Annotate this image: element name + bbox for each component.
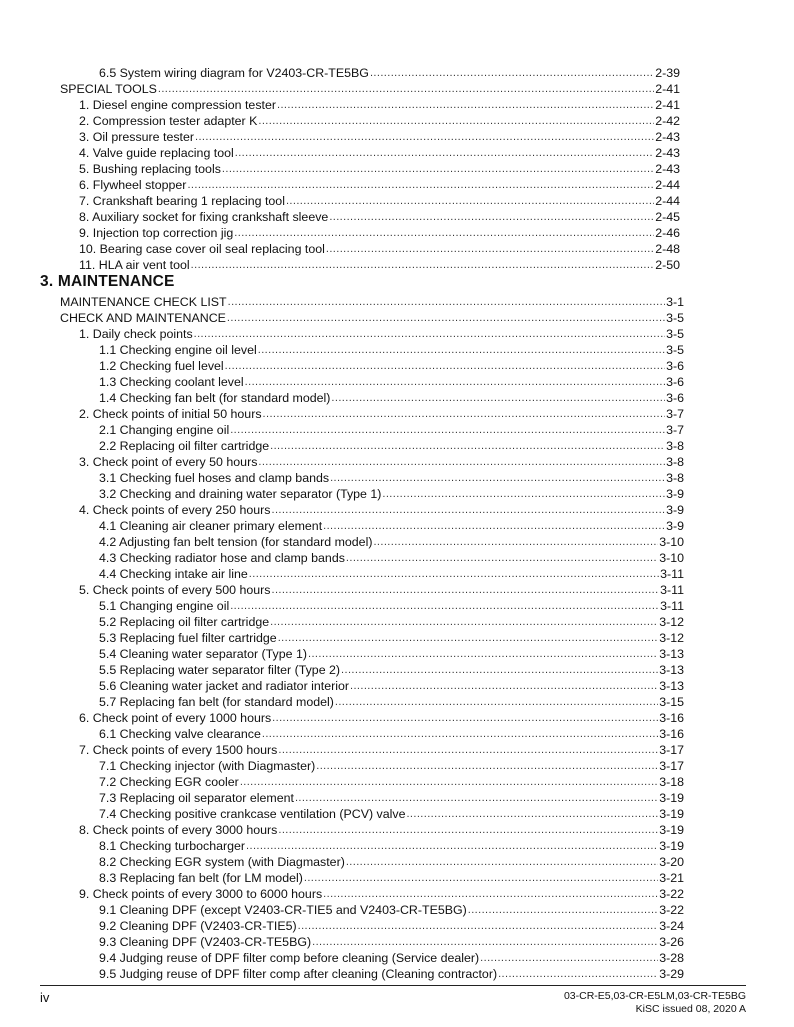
- toc-entry-page: 3-22: [659, 903, 684, 917]
- dot-leader: [330, 472, 665, 485]
- dot-leader: [480, 952, 658, 965]
- dot-leader: [194, 328, 665, 341]
- dot-leader: [227, 312, 665, 325]
- toc-entry-page: 2-39: [655, 66, 680, 80]
- toc-entry[interactable]: [99, 437, 684, 453]
- toc-entry-page: 3-6: [666, 375, 684, 389]
- toc-entry-label: CHECK AND MAINTENANCE: [60, 311, 226, 325]
- dot-leader: [230, 424, 665, 437]
- toc-entry-label: 5.3 Replacing fuel filter cartridge: [99, 631, 277, 645]
- toc-entry[interactable]: [99, 901, 684, 917]
- toc-entry-page: 3-9: [666, 503, 684, 517]
- toc-entry[interactable]: [99, 757, 684, 773]
- toc-entry-page: 3-21: [659, 871, 684, 885]
- toc-entry-page: 3-29: [659, 967, 684, 981]
- toc-entry-label: 5.2 Replacing oil filter cartridge: [99, 615, 270, 629]
- toc-entry-page: 3-1: [666, 295, 684, 309]
- dot-leader: [263, 408, 666, 421]
- toc-entry-label: 4. Valve guide replacing tool: [79, 146, 234, 160]
- toc-entry-page: 3-17: [659, 759, 684, 773]
- toc-entry[interactable]: [79, 581, 684, 597]
- toc-entry-label: 4.3 Checking radiator hose and clamp bands: [99, 551, 345, 565]
- toc-entry-page: 3-9: [666, 487, 684, 501]
- toc-entry-label: 7. Crankshaft bearing 1 replacing tool: [79, 194, 285, 208]
- toc-entry[interactable]: [99, 597, 684, 613]
- toc-entry-page: 3-19: [659, 823, 684, 837]
- toc-entry[interactable]: [79, 96, 680, 112]
- dot-leader: [187, 179, 654, 192]
- dot-leader: [406, 808, 658, 821]
- toc-entry-label: 2. Compression tester adapter K: [79, 114, 258, 128]
- toc-entry[interactable]: [79, 405, 684, 421]
- dot-leader: [304, 872, 658, 885]
- toc-entry[interactable]: [99, 693, 684, 709]
- toc-entry[interactable]: [99, 965, 684, 981]
- dot-leader: [468, 904, 658, 917]
- toc-entry[interactable]: [99, 389, 684, 405]
- dot-leader: [245, 376, 665, 389]
- dot-leader: [258, 344, 665, 357]
- dot-leader: [278, 744, 658, 757]
- toc-entry-page: 3-16: [659, 727, 684, 741]
- toc-entry-label: 7.4 Checking positive crankcase ventilation (PCV) valve: [99, 807, 406, 821]
- dot-leader: [498, 968, 658, 981]
- dot-leader: [308, 648, 658, 661]
- toc-entry-label: 9.5 Judging reuse of DPF filter comp after cleaning (Cleaning contractor): [99, 967, 498, 981]
- toc-entry-label: 1.2 Checking fuel level: [99, 359, 224, 373]
- dot-leader: [278, 632, 658, 645]
- toc-entry[interactable]: [99, 549, 684, 565]
- toc-entry-page: 3-8: [666, 471, 684, 485]
- toc-entry-label: 3. Oil pressure tester: [79, 130, 195, 144]
- dot-leader: [295, 792, 658, 805]
- dot-leader: [298, 920, 659, 933]
- toc-entry-page: 2-43: [655, 130, 680, 144]
- toc-entry-label: 7.2 Checking EGR cooler: [99, 775, 239, 789]
- toc-entry-label: 7.3 Replacing oil separator element: [99, 791, 294, 805]
- dot-leader: [158, 83, 654, 96]
- toc-entry[interactable]: [99, 629, 684, 645]
- dot-leader: [286, 195, 654, 208]
- toc-entry-label: 8. Auxiliary socket for fixing crankshaft sleeve: [79, 210, 329, 224]
- dot-leader: [258, 456, 665, 469]
- toc-entry-label: 1. Diesel engine compression tester: [79, 98, 276, 112]
- toc-entry-page: 3-12: [659, 615, 684, 629]
- toc-entry[interactable]: [79, 741, 684, 757]
- dot-leader: [316, 760, 658, 773]
- footer-doc-info: [564, 990, 746, 1016]
- dot-leader: [270, 616, 658, 629]
- dot-leader: [312, 936, 658, 949]
- toc-entry-page: 2-44: [655, 194, 680, 208]
- toc-entry-page: 3-17: [659, 743, 684, 757]
- dot-leader: [341, 664, 658, 677]
- toc-entry-page: 3-26: [659, 935, 684, 949]
- toc-entry-page: 3-6: [666, 359, 684, 373]
- toc-entry-page: 3-19: [659, 839, 684, 853]
- toc-entry[interactable]: [79, 325, 684, 341]
- toc-entry[interactable]: [99, 773, 684, 789]
- toc-entry-label: 8. Check points of every 3000 hours: [79, 823, 278, 837]
- toc-entry-page: 2-46: [655, 226, 680, 240]
- toc-entry[interactable]: [79, 224, 680, 240]
- toc-entry-page: 3-13: [659, 647, 684, 661]
- toc-entry-page: 3-8: [666, 455, 684, 469]
- toc-entry[interactable]: [99, 341, 684, 357]
- toc-entry-page: 3-15: [659, 695, 684, 709]
- toc-entry-label: 5.5 Replacing water separator filter (Type 2): [99, 663, 341, 677]
- toc-entry[interactable]: [79, 453, 684, 469]
- dot-leader: [195, 131, 654, 144]
- toc-entry-label: 1. Daily check points: [79, 327, 193, 341]
- dot-leader: [258, 115, 654, 128]
- dot-leader: [225, 360, 665, 373]
- dot-leader: [249, 568, 659, 581]
- toc-entry-label: 9. Injection top correction jig: [79, 226, 234, 240]
- toc-entry[interactable]: [79, 144, 680, 160]
- dot-leader: [191, 259, 655, 272]
- toc-entry-page: 2-43: [655, 146, 680, 160]
- dot-leader: [262, 728, 658, 741]
- toc-entry-page: 3-6: [666, 391, 684, 405]
- toc-entry-page: 3-7: [666, 407, 684, 421]
- dot-leader: [370, 67, 654, 80]
- page-number: iv: [40, 990, 50, 1005]
- toc-entry[interactable]: [99, 917, 684, 933]
- dot-leader: [240, 776, 658, 789]
- toc-entry-page: 3-8: [666, 439, 684, 453]
- toc-entry-label: 9.4 Judging reuse of DPF filter comp before cleaning (Service dealer): [99, 951, 480, 965]
- toc-entry[interactable]: [99, 805, 684, 821]
- toc-entry-page: 2-45: [655, 210, 680, 224]
- toc-entry[interactable]: [99, 64, 680, 80]
- dot-leader: [228, 296, 665, 309]
- toc-entry[interactable]: [79, 176, 680, 192]
- toc-entry[interactable]: [99, 661, 684, 677]
- toc-entry-page: 3-11: [660, 583, 684, 597]
- toc-entry-page: 3-16: [659, 711, 684, 725]
- toc-entry[interactable]: [60, 293, 684, 309]
- toc-entry-label: 5.7 Replacing fan belt (for standard model): [99, 695, 334, 709]
- toc-entry-label: 10. Bearing case cover oil seal replacing tool: [79, 242, 325, 256]
- toc-entry[interactable]: [99, 837, 684, 853]
- toc-entry[interactable]: [60, 80, 680, 96]
- toc-entry[interactable]: [99, 613, 684, 629]
- toc-entry-page: 3-9: [666, 519, 684, 533]
- toc-entry[interactable]: [99, 421, 684, 437]
- toc-entry-label: 6. Flywheel stopper: [79, 178, 187, 192]
- toc-entry-page: 3-5: [666, 311, 684, 325]
- toc-entry-label: 5. Check points of every 500 hours: [79, 583, 271, 597]
- toc-entry-label: 1.3 Checking coolant level: [99, 375, 244, 389]
- toc-entry[interactable]: [99, 869, 684, 885]
- toc-entry-label: 4. Check points of every 250 hours: [79, 503, 271, 517]
- toc-entry-label: 2. Check points of initial 50 hours: [79, 407, 262, 421]
- dot-leader: [235, 147, 654, 160]
- dot-leader: [346, 856, 658, 869]
- toc-entry-label: 8.1 Checking turbocharger: [99, 839, 246, 853]
- toc-entry-label: 11. HLA air vent tool: [79, 258, 190, 272]
- toc-entry-page: 3-11: [660, 599, 684, 613]
- toc-entry[interactable]: [99, 725, 684, 741]
- dot-leader: [234, 227, 654, 240]
- dot-leader: [230, 600, 659, 613]
- toc-entry-page: 2-41: [655, 82, 680, 96]
- toc-entry[interactable]: [79, 128, 680, 144]
- toc-entry[interactable]: [99, 565, 684, 581]
- toc-entry-label: 5.6 Cleaning water jacket and radiator interior: [99, 679, 350, 693]
- dot-leader: [272, 712, 658, 725]
- dot-leader: [326, 243, 654, 256]
- toc-entry-page: 3-10: [659, 551, 684, 565]
- toc-entry-page: 2-48: [655, 242, 680, 256]
- dot-leader: [331, 392, 665, 405]
- toc-entry-label: 4.4 Checking intake air line: [99, 567, 248, 581]
- toc-entry[interactable]: [79, 208, 680, 224]
- toc-entry[interactable]: [99, 485, 684, 501]
- toc-entry-label: 8.2 Checking EGR system (with Diagmaster): [99, 855, 345, 869]
- footer-doc-code: 03-CR-E5,03-CR-E5LM,03-CR-TE5BG: [563, 990, 746, 1002]
- toc-entry-label: 3. Check point of every 50 hours: [79, 455, 258, 469]
- toc-entry-page: 3-11: [660, 567, 684, 581]
- toc-entry-label: 4.2 Adjusting fan belt tension (for standard model): [99, 535, 373, 549]
- toc-entry-label: 5.1 Changing engine oil: [99, 599, 230, 613]
- toc-entry[interactable]: [79, 709, 684, 725]
- toc-entry[interactable]: [79, 256, 680, 272]
- toc-entry-page: 3-10: [659, 535, 684, 549]
- dot-leader: [278, 824, 658, 837]
- toc-entry-label: 8.3 Replacing fan belt (for LM model): [99, 871, 303, 885]
- toc-entry-page: 3-13: [659, 679, 684, 693]
- toc-entry-label: MAINTENANCE CHECK LIST: [60, 295, 227, 309]
- dot-leader: [346, 552, 658, 565]
- footer-issue: KiSC issued 08, 2020 A: [635, 1003, 746, 1015]
- toc-entry-label: 9. Check points of every 3000 to 6000 hours: [79, 887, 323, 901]
- toc-entry-label: 6.5 System wiring diagram for V2403-CR-TE5BG: [99, 66, 369, 80]
- toc-entry-label: 9.3 Cleaning DPF (V2403-CR-TE5BG): [99, 935, 312, 949]
- toc-entry-page: 3-5: [666, 327, 684, 341]
- toc-entry[interactable]: [99, 373, 684, 389]
- toc-entry-page: 2-43: [655, 162, 680, 176]
- toc-entry-label: 3.2 Checking and draining water separator (Type 1): [99, 487, 382, 501]
- toc-entry-label: 5. Bushing replacing tools: [79, 162, 221, 176]
- dot-leader: [222, 163, 654, 176]
- toc-entry[interactable]: [99, 533, 684, 549]
- toc-entry[interactable]: [99, 357, 684, 373]
- toc-entry[interactable]: [99, 677, 684, 693]
- toc-entry-label: 4.1 Cleaning air cleaner primary element: [99, 519, 323, 533]
- toc-entry-label: SPECIAL TOOLS: [60, 82, 157, 96]
- dot-leader: [323, 520, 665, 533]
- toc-entry[interactable]: [99, 469, 684, 485]
- toc-entry-page: 3-22: [659, 887, 684, 901]
- toc-entry[interactable]: [99, 933, 684, 949]
- toc-entry-page: 3-19: [659, 807, 684, 821]
- chapter-heading: 3. MAINTENANCE: [40, 273, 175, 290]
- dot-leader: [382, 488, 665, 501]
- dot-leader: [271, 584, 659, 597]
- toc-entry-page: 3-19: [659, 791, 684, 805]
- toc-entry[interactable]: [99, 789, 684, 805]
- toc-entry[interactable]: [99, 517, 684, 533]
- toc-entry-label: 7. Check points of every 1500 hours: [79, 743, 278, 757]
- toc-entry[interactable]: [99, 949, 684, 965]
- toc-entry[interactable]: [79, 885, 684, 901]
- toc-entry-label: 1.4 Checking fan belt (for standard model): [99, 391, 331, 405]
- toc-entry-page: 3-7: [666, 423, 684, 437]
- toc-entry[interactable]: [79, 160, 680, 176]
- toc-entry-page: 3-28: [659, 951, 684, 965]
- toc-entry[interactable]: [79, 821, 684, 837]
- toc-entry-label: 2.1 Changing engine oil: [99, 423, 230, 437]
- toc-entry-page: 3-13: [659, 663, 684, 677]
- dot-leader: [350, 680, 658, 693]
- toc-entry-label: 6. Check point of every 1000 hours: [79, 711, 272, 725]
- toc-entry-page: 2-50: [655, 258, 680, 272]
- toc-entry-label: 9.2 Cleaning DPF (V2403-CR-TIE5): [99, 919, 297, 933]
- toc-entry[interactable]: [60, 309, 684, 325]
- toc-entry-page: 3-24: [659, 919, 684, 933]
- toc-entry-label: 3.1 Checking fuel hoses and clamp bands: [99, 471, 330, 485]
- toc-entry-label: 1.1 Checking engine oil level: [99, 343, 257, 357]
- toc-entry[interactable]: [79, 240, 680, 256]
- toc-entry[interactable]: [79, 192, 680, 208]
- dot-leader: [271, 504, 665, 517]
- toc-entry-label: 9.1 Cleaning DPF (except V2403-CR-TIE5 and V2403-CR-TE5BG): [99, 903, 467, 917]
- toc-entry-page: 2-41: [655, 98, 680, 112]
- toc-entry[interactable]: [99, 853, 684, 869]
- dot-leader: [323, 888, 658, 901]
- dot-leader: [373, 536, 658, 549]
- dot-leader: [246, 840, 658, 853]
- toc-entry[interactable]: [99, 645, 684, 661]
- toc-entry-page: 3-12: [659, 631, 684, 645]
- toc-entry-page: 3-5: [666, 343, 684, 357]
- toc-entry[interactable]: [79, 501, 684, 517]
- toc-entry-label: 7.1 Checking injector (with Diagmaster): [99, 759, 316, 773]
- toc-entry-page: 2-44: [655, 178, 680, 192]
- footer-divider: [40, 985, 746, 986]
- dot-leader: [329, 211, 654, 224]
- toc-entry-page: 3-20: [659, 855, 684, 869]
- toc-entry[interactable]: [79, 112, 680, 128]
- toc-entry-label: 2.2 Replacing oil filter cartridge: [99, 439, 270, 453]
- toc-entry-page: 2-42: [655, 114, 680, 128]
- toc-entry-label: 5.4 Cleaning water separator (Type 1): [99, 647, 307, 661]
- toc-entry-page: 3-18: [659, 775, 684, 789]
- dot-leader: [335, 696, 658, 709]
- dot-leader: [270, 440, 665, 453]
- dot-leader: [277, 99, 654, 112]
- toc-entry-label: 6.1 Checking valve clearance: [99, 727, 261, 741]
